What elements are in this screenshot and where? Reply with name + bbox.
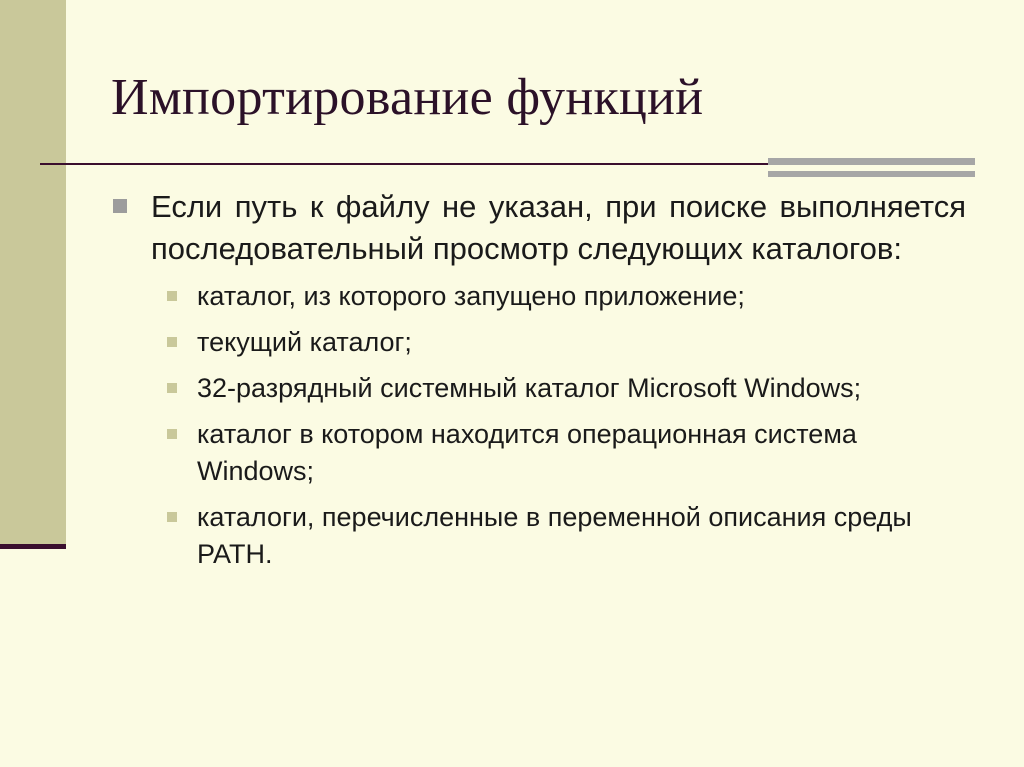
sub-bullet-item — [111, 416, 957, 490]
sub-bullet-list — [111, 278, 971, 573]
sub-bullet-text: каталог в котором находится операционная система Windows; — [197, 419, 857, 486]
main-bullet-item — [111, 186, 966, 270]
sub-bullet-item — [111, 370, 957, 407]
slide-content — [111, 186, 971, 582]
main-bullet-text: Если путь к файлу не указан, при поиске выполняется последовательный просмотр следующих каталогов: — [151, 189, 966, 266]
square-bullet-icon — [167, 291, 177, 301]
sub-bullet-item — [111, 278, 957, 315]
slide-title: Импортирование функций — [111, 69, 704, 126]
square-bullet-icon — [167, 512, 177, 522]
sub-bullet-text: каталог, из которого запущено приложение; — [197, 281, 745, 311]
square-bullet-icon — [167, 383, 177, 393]
left-decor-bar — [0, 0, 66, 546]
title-underline-accent-bottom — [768, 171, 975, 177]
sub-bullet-item — [111, 499, 957, 573]
sub-bullet-text: 32-разрядный системный каталог Microsoft Windows; — [197, 373, 862, 403]
sub-bullet-text: каталоги, перечисленные в переменной описания среды PATH. — [197, 502, 912, 569]
square-bullet-icon — [167, 337, 177, 347]
sub-bullet-item — [111, 324, 957, 361]
left-decor-rule — [0, 544, 66, 549]
sub-bullet-text: текущий каталог; — [197, 327, 412, 357]
title-underline-accent-top — [768, 158, 975, 165]
square-bullet-icon — [167, 429, 177, 439]
square-bullet-icon — [113, 199, 127, 213]
